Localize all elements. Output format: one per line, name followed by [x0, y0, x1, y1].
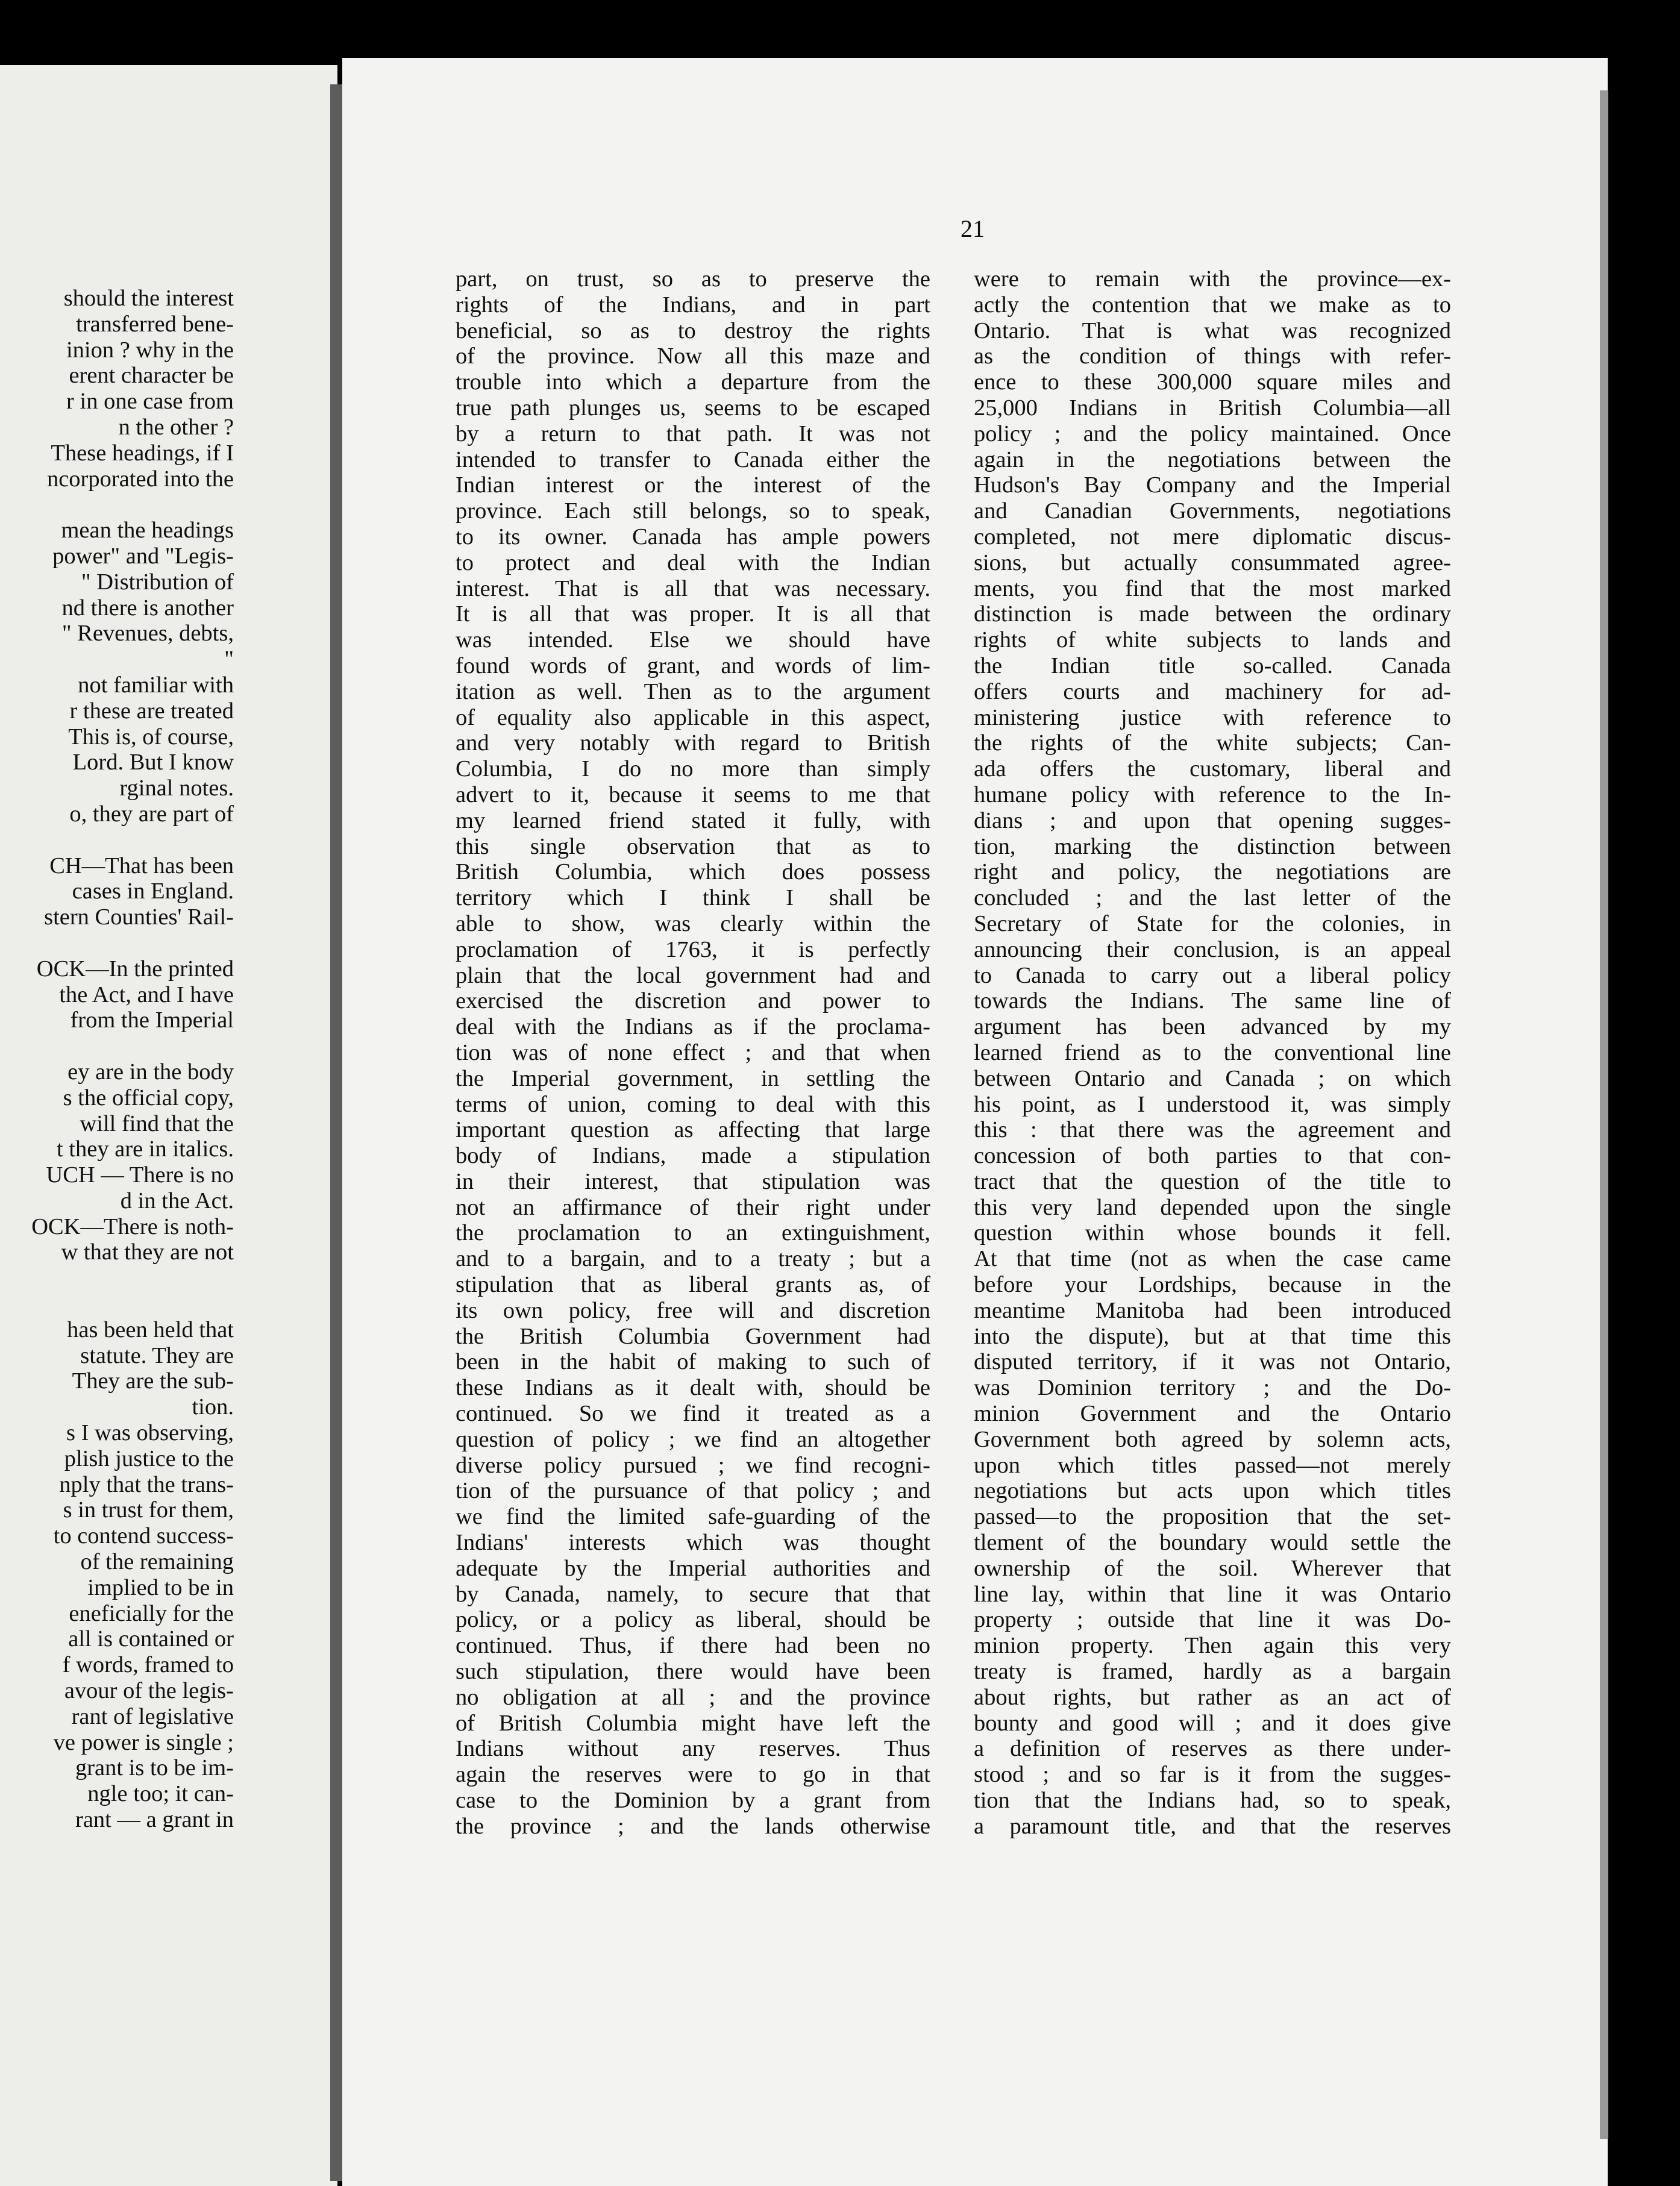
text-line: line lay, within that line it was Ontario	[974, 1581, 1451, 1607]
text-line: Hudson's Bay Company and the Imperial	[974, 472, 1451, 498]
left-page-line: rant — a grant in	[75, 1807, 234, 1833]
left-page-line: has been held that	[67, 1317, 234, 1342]
left-page-line: stern Counties' Rail-	[44, 904, 234, 930]
text-line: these Indians as it dealt with, should be	[456, 1375, 930, 1401]
text-line: about rights, but rather as an act of	[974, 1684, 1451, 1710]
left-page-line: This is, of course,	[68, 724, 234, 750]
text-line: negotiations but acts upon which titles	[974, 1478, 1451, 1504]
text-line: was intended. Else we should have	[456, 627, 930, 653]
left-page-line: ncorporated into the	[46, 466, 234, 492]
text-line: been in the habit of making to such of	[456, 1349, 930, 1375]
left-page-line: w that they are not	[61, 1239, 234, 1265]
text-line: property ; outside that line it was Do-	[974, 1607, 1451, 1633]
text-line: of the province. Now all this maze and	[456, 343, 930, 369]
text-line: its own policy, free will and discretion	[456, 1297, 930, 1323]
left-page-line: d in the Act.	[120, 1188, 234, 1214]
left-page-line: r in one case from	[66, 389, 234, 415]
text-line: case to the Dominion by a grant from	[456, 1788, 930, 1814]
text-line: the Indian title so-called. Canada	[974, 653, 1451, 678]
left-page-line: f words, framed to	[62, 1652, 234, 1678]
text-line: diverse policy pursued ; we find recogni-	[456, 1452, 930, 1478]
text-line: terms of union, coming to deal with this	[456, 1091, 930, 1117]
text-line: bounty and good will ; and it does give	[974, 1710, 1451, 1736]
left-page-line: power" and "Legis-	[52, 543, 234, 569]
text-line: Indians without any reserves. Thus	[456, 1736, 930, 1762]
text-line: interest. That is all that was necessary.	[456, 575, 930, 601]
left-page-line: " Distribution of	[81, 569, 234, 595]
text-line: plain that the local government had and	[456, 962, 930, 988]
text-line: ministering justice with reference to	[974, 704, 1451, 730]
text-line: policy ; and the policy maintained. Once	[974, 421, 1451, 446]
text-line: passed—to the proposition that the set-	[974, 1504, 1451, 1530]
text-line: this single observation that as to	[456, 833, 930, 859]
text-line: and very notably with regard to British	[456, 730, 930, 756]
left-page-line: OCK—In the printed	[36, 956, 234, 982]
left-page-line: will find that the	[80, 1110, 234, 1136]
text-line: tion of the pursuance of that policy ; and	[456, 1478, 930, 1504]
left-page-line: of the remaining	[80, 1549, 234, 1575]
text-line: Ontario. That is what was recognized	[974, 318, 1451, 343]
text-line: a paramount title, and that the reserves	[974, 1813, 1451, 1839]
text-line: of equality also applicable in this aspect,	[456, 704, 930, 730]
text-line: rights of the Indians, and in part	[456, 292, 930, 318]
text-line: before your Lordships, because in the	[974, 1272, 1451, 1298]
text-line: a definition of reserves as there under-	[974, 1736, 1451, 1762]
left-page-line	[0, 492, 234, 518]
left-page-line	[0, 930, 234, 956]
left-page-line: s the official copy,	[63, 1085, 234, 1110]
text-line: It is all that was proper. It is all that	[456, 601, 930, 627]
text-line: no obligation at all ; and the province	[456, 1684, 930, 1710]
text-line: learned friend as to the conventional line	[974, 1039, 1451, 1065]
text-line: Columbia, I do no more than simply	[456, 756, 930, 782]
text-line: ence to these 300,000 square miles and	[974, 369, 1451, 395]
text-line: territory which I think I shall be	[456, 885, 930, 911]
left-page-line: implied to be in	[87, 1574, 234, 1600]
text-line: upon which titles passed—not merely	[974, 1452, 1451, 1478]
text-line: in their interest, that stipulation was	[456, 1168, 930, 1194]
text-line: to its owner. Canada has ample powers	[456, 524, 930, 550]
left-page-line: They are the sub-	[72, 1368, 234, 1394]
text-line: the province ; and the lands otherwise	[456, 1813, 930, 1839]
left-page-line: erent character be	[69, 363, 234, 389]
text-line: the Imperial government, in settling the	[456, 1065, 930, 1091]
text-line: Secretary of State for the colonies, in	[974, 910, 1451, 936]
text-line: this very land depended upon the single	[974, 1194, 1451, 1220]
left-page-line: should the interest	[63, 286, 234, 311]
text-line: part, on trust, so as to preserve the	[456, 266, 930, 292]
text-line: Government both agreed by solemn acts,	[974, 1426, 1451, 1452]
text-line: Indian interest or the interest of the	[456, 472, 930, 498]
text-line: ments, you find that the most marked	[974, 575, 1451, 601]
text-line: again the reserves were to go in that	[456, 1762, 930, 1788]
left-page-line	[0, 1033, 234, 1059]
text-line: announcing their conclusion, is an appeal	[974, 936, 1451, 962]
text-line: continued. Thus, if there had been no	[456, 1633, 930, 1659]
left-page-line: ve power is single ;	[53, 1729, 234, 1755]
left-page-line: nd there is another	[61, 595, 234, 621]
text-line: found words of grant, and words of lim-	[456, 653, 930, 678]
text-line: the rights of the white subjects; Can-	[974, 730, 1451, 756]
left-page-line	[0, 1291, 234, 1317]
text-line: completed, not mere diplomatic discus-	[974, 524, 1451, 550]
text-line: right and policy, the negotiations are	[974, 859, 1451, 885]
text-line: Indians' interests which was thought	[456, 1530, 930, 1556]
text-line: proclamation of 1763, it is perfectly	[456, 936, 930, 962]
text-line: advert to it, because it seems to me that	[456, 781, 930, 807]
text-line: continued. So we find it treated as a	[456, 1401, 930, 1427]
left-page-line: avour of the legis-	[64, 1678, 234, 1704]
text-line: true path plunges us, seems to be escaped	[456, 395, 930, 421]
text-line: actly the contention that we make as to	[974, 292, 1451, 318]
left-page-line: ey are in the body	[67, 1059, 234, 1085]
left-page-line: o, they are part of	[69, 801, 234, 827]
left-page-line: s I was observing,	[66, 1420, 234, 1446]
text-line: this : that there was the agreement and	[974, 1117, 1451, 1143]
text-line: able to show, was clearly within the	[456, 910, 930, 936]
text-line: tlement of the boundary would settle the	[974, 1530, 1451, 1556]
text-line: beneficial, so as to destroy the rights	[456, 318, 930, 343]
left-page-line: from the Imperial	[70, 1007, 234, 1033]
text-line: into the dispute), but at that time this	[974, 1323, 1451, 1349]
text-line: important question as affecting that large	[456, 1117, 930, 1143]
left-page-line: the Act, and I have	[59, 982, 234, 1007]
text-line: stood ; and so far is it from the sugges-	[974, 1762, 1451, 1788]
left-page-line: OCK—There is noth-	[31, 1214, 234, 1239]
text-line: was Dominion territory ; and the Do-	[974, 1375, 1451, 1401]
left-page	[0, 65, 337, 2186]
text-column-2	[974, 266, 1451, 1840]
text-line: 25,000 Indians in British Columbia—all	[974, 395, 1451, 421]
text-line: sions, but actually consummated agree-	[974, 550, 1451, 575]
text-column-1	[456, 266, 930, 1840]
left-page-line: statute. They are	[80, 1342, 234, 1368]
text-line: body of Indians, made a stipulation	[456, 1143, 930, 1169]
text-line: we find the limited safe-guarding of the	[456, 1504, 930, 1530]
left-page-line: tion.	[192, 1394, 234, 1420]
text-line: concluded ; and the last letter of the	[974, 885, 1451, 911]
text-line: intended to transfer to Canada either the	[456, 446, 930, 472]
left-page-line: These headings, if I	[51, 440, 234, 466]
text-line: dians ; and upon that opening sugges-	[974, 807, 1451, 833]
left-page-line: nply that the trans-	[59, 1471, 234, 1497]
left-page-text	[0, 286, 234, 1833]
left-page-line: cases in England.	[72, 878, 234, 904]
text-line: my learned friend stated it fully, with	[456, 807, 930, 833]
text-line: humane policy with reference to the In-	[974, 781, 1451, 807]
left-page-line: transferred bene-	[76, 311, 234, 337]
left-page-line: r these are treated	[69, 698, 234, 724]
left-page-line: to contend success-	[53, 1523, 234, 1549]
left-page-line: s in trust for them,	[63, 1497, 234, 1523]
left-page-line: eneficially for the	[69, 1600, 234, 1626]
text-line: towards the Indians. The same line of	[974, 988, 1451, 1014]
text-line: of British Columbia might have left the	[456, 1710, 930, 1736]
left-page-line: CH—That has been	[49, 853, 234, 878]
left-page-line: grant is to be im-	[75, 1755, 234, 1781]
text-line: question of policy ; we find an altogether	[456, 1426, 930, 1452]
left-page-line: t they are in italics.	[57, 1136, 234, 1162]
page-edge	[1600, 90, 1608, 2139]
text-line: the British Columbia Government had	[456, 1323, 930, 1349]
left-page-line: rant of legislative	[71, 1703, 234, 1729]
text-line: the proclamation to an extinguishment,	[456, 1220, 930, 1246]
left-page-line: " Revenues, debts,	[61, 621, 234, 647]
text-line: such stipulation, there would have been	[456, 1659, 930, 1685]
text-line: as the condition of things with refer-	[974, 343, 1451, 369]
text-line: tion that the Indians had, so to speak,	[974, 1788, 1451, 1814]
text-line: between Ontario and Canada ; on which	[974, 1065, 1451, 1091]
text-line: were to remain with the province—ex-	[974, 266, 1451, 292]
text-line: question within whose bounds it fell.	[974, 1220, 1451, 1246]
text-line: offers courts and machinery for ad-	[974, 678, 1451, 704]
text-line: again in the negotiations between the	[974, 446, 1451, 472]
left-page-line: inion ? why in the	[66, 337, 234, 363]
text-line: adequate by the Imperial authorities and	[456, 1555, 930, 1581]
text-line: to Canada to carry out a liberal policy	[974, 962, 1451, 988]
left-page-line: plish justice to the	[64, 1445, 234, 1471]
page-number: 21	[961, 215, 985, 242]
text-line: province. Each still belongs, so to speak,	[456, 498, 930, 524]
text-line: not an affirmance of their right under	[456, 1194, 930, 1220]
left-page-line: rginal notes.	[119, 775, 234, 801]
text-line: At that time (not as when the case came	[974, 1246, 1451, 1272]
text-line: to protect and deal with the Indian	[456, 550, 930, 575]
text-line: exercised the discretion and power to	[456, 988, 930, 1014]
text-line: treaty is framed, hardly as a bargain	[974, 1659, 1451, 1685]
text-line: deal with the Indians as if the proclama-	[456, 1014, 930, 1040]
text-line: and Canadian Governments, negotiations	[974, 498, 1451, 524]
left-page-line	[0, 827, 234, 853]
book-gutter	[330, 84, 342, 2181]
left-page-line	[0, 1265, 234, 1291]
text-line: stipulation that as liberal grants as, of	[456, 1272, 930, 1298]
text-line: his point, as I understood it, was simply	[974, 1091, 1451, 1117]
text-line: ada offers the customary, liberal and	[974, 756, 1451, 782]
text-line: argument has been advanced by my	[974, 1014, 1451, 1040]
left-page-line: all is contained or	[68, 1626, 234, 1652]
text-line: British Columbia, which does possess	[456, 859, 930, 885]
left-page-line: not familiar with	[78, 672, 234, 698]
text-line: rights of white subjects to lands and	[974, 627, 1451, 653]
text-line: tract that the question of the title to	[974, 1168, 1451, 1194]
text-line: tion, marking the distinction between	[974, 833, 1451, 859]
text-line: by Canada, namely, to secure that that	[456, 1581, 930, 1607]
left-page-line: Lord. But I know	[72, 750, 234, 775]
left-page-line: mean the headings	[61, 518, 234, 543]
left-page-line: "	[224, 647, 234, 672]
text-line: disputed territory, if it was not Ontario,	[974, 1349, 1451, 1375]
text-line: minion property. Then again this very	[974, 1633, 1451, 1659]
text-line: itation as well. Then as to the argument	[456, 678, 930, 704]
text-line: and to a bargain, and to a treaty ; but a	[456, 1246, 930, 1272]
text-line: ownership of the soil. Wherever that	[974, 1555, 1451, 1581]
text-line: tion was of none effect ; and that when	[456, 1039, 930, 1065]
text-line: trouble into which a departure from the	[456, 369, 930, 395]
text-line: distinction is made between the ordinary	[974, 601, 1451, 627]
text-line: by a return to that path. It was not	[456, 421, 930, 446]
text-line: minion Government and the Ontario	[974, 1401, 1451, 1427]
text-line: policy, or a policy as liberal, should be	[456, 1607, 930, 1633]
left-page-line: UCH — There is no	[46, 1162, 234, 1188]
left-page-line: n the other ?	[118, 414, 234, 440]
right-page	[342, 58, 1608, 2186]
text-line: meantime Manitoba had been introduced	[974, 1297, 1451, 1323]
text-line: concession of both parties to that con-	[974, 1143, 1451, 1169]
left-page-line: ngle too; it can-	[87, 1781, 234, 1807]
